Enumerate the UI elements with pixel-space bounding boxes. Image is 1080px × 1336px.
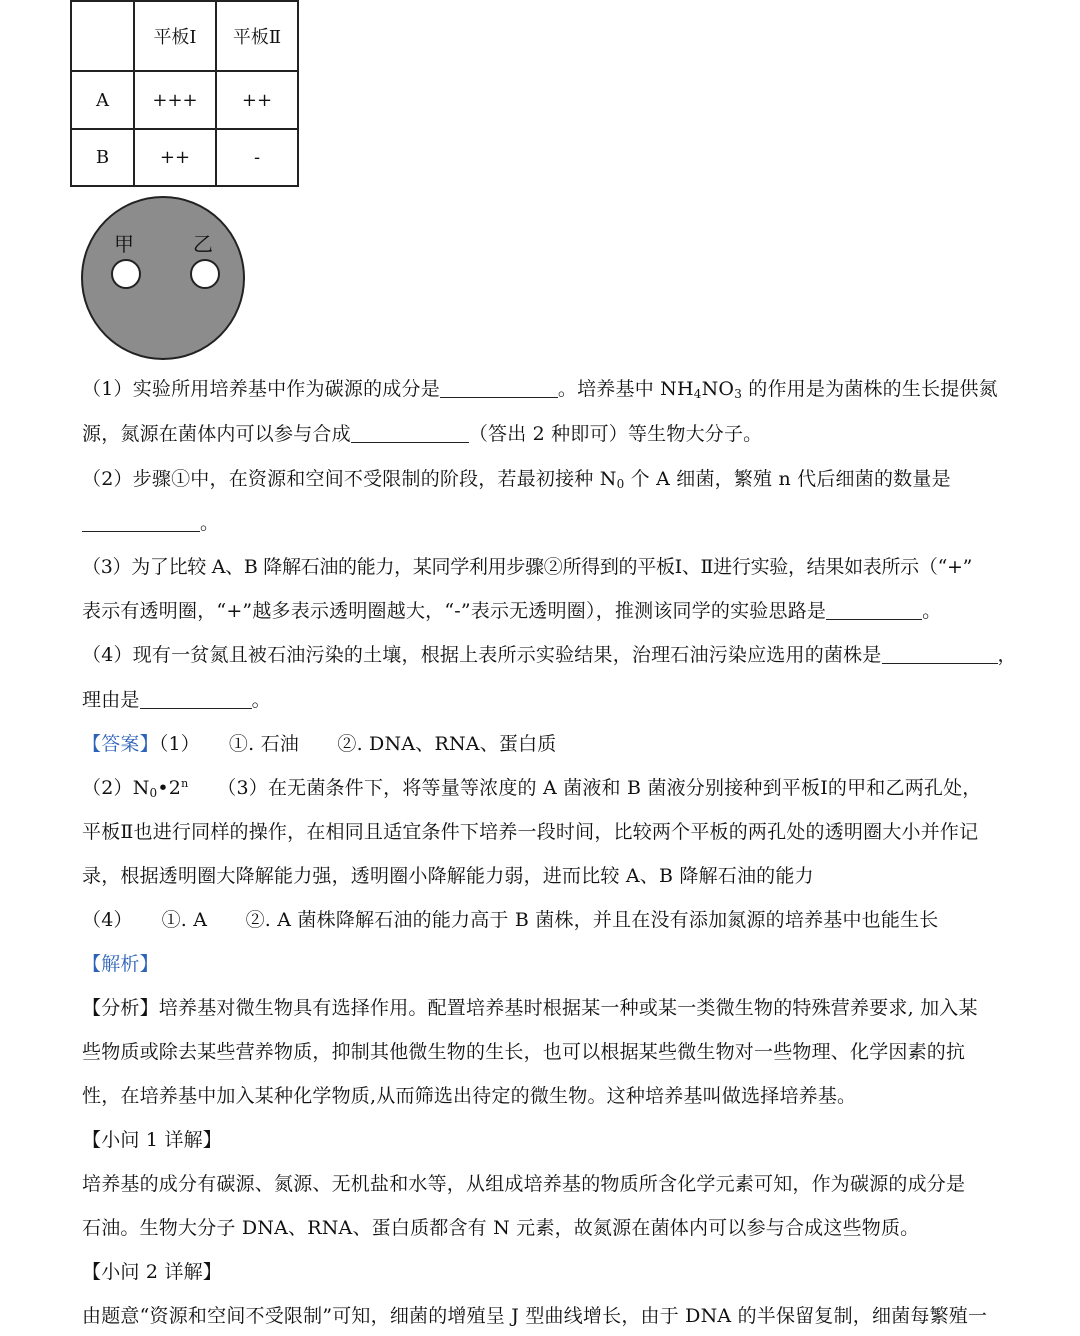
question-2-line-2: 。 bbox=[82, 508, 219, 535]
subquestion-2-line-1: 由题意“资源和空间不受限制”可知，细菌的增殖呈 J 型曲线增长，由于 DNA 的半保留复制，细菌每繁殖一 bbox=[82, 1305, 988, 1327]
answer-line-3: 平板Ⅱ也进行同样的操作，在相同且适宜条件下培养一段时间，比较两个平板的两孔处的透明圈大小并作记 bbox=[82, 821, 979, 843]
question-2-line-1: （2）步骤①中，在资源和空间不受限制的阶段，若最初接种 $N_0$ 个 A 细菌，繁殖 n 代后细菌的数量是 bbox=[82, 468, 951, 491]
question-3-line-1: （3）为了比较 A、B 降解石油的能力，某同学利用步骤②所得到的平板Ⅰ、Ⅱ进行实验，结果如表所示（“+” bbox=[82, 556, 973, 578]
answer-line-2: $(2)N_0•2^n$ （3）在无菌条件下，将等量等浓度的 A 菌液和 B 菌液分别接种到平板Ⅰ的甲和乙两孔处， bbox=[82, 777, 982, 800]
table-corner-cell bbox=[71, 1, 134, 71]
table-header-plate-2: 平板Ⅱ bbox=[216, 1, 298, 71]
subquestion-2-title: 【小问 2 详解】 bbox=[82, 1261, 222, 1283]
analysis-line-3: 性，在培养基中加入某种化学物质,从而筛选出待定的微生物。这种培养基叫做选择培养基。 bbox=[82, 1085, 857, 1107]
answer-line-5: （4） ①. A ②. A 菌株降解石油的能力高于 B 菌株，并且在没有添加氮源的培养基中也能生长 bbox=[82, 909, 939, 931]
answer-blank-2 bbox=[351, 423, 469, 443]
answer-line-1: 【答案】（1） ①. 石油 ②. DNA、RNA、蛋白质 bbox=[82, 733, 557, 755]
answer-tag: 【答案】 bbox=[82, 733, 159, 755]
table-header-plate-1: 平板Ⅰ bbox=[134, 1, 216, 71]
table-cell-a-plate-2: ++ bbox=[216, 71, 298, 129]
answer-blank-3 bbox=[82, 512, 200, 532]
answer-blank-4 bbox=[826, 600, 922, 620]
analysis-line-1: 【分析】培养基对微生物具有选择作用。配置培养基时根据某一种或某一类微生物的特殊营养要求, 加入某 bbox=[82, 997, 978, 1019]
table-cell-b-plate-1: ++ bbox=[134, 129, 216, 186]
well-yi bbox=[191, 260, 219, 288]
answer-blank-6 bbox=[140, 689, 252, 709]
question-3-line-2: 表示有透明圈，“+”越多表示透明圈越大，“-”表示无透明圈），推测该同学的实验思路是 。 bbox=[82, 600, 942, 622]
question-1-line-2: 源，氮源在菌体内可以参与合成 （答出 2 种即可）等生物大分子。 bbox=[82, 423, 763, 445]
culture-plate-diagram bbox=[80, 195, 246, 361]
well-label-jia: 甲 bbox=[114, 232, 134, 256]
plate-disc bbox=[82, 197, 244, 359]
results-table bbox=[70, 0, 299, 187]
subquestion-1-title: 【小问 1 详解】 bbox=[82, 1129, 222, 1151]
answer-line-4: 录，根据透明圈大降解能力强，透明圈小降解能力弱，进而比较 A、B 降解石油的能力 bbox=[82, 865, 814, 887]
table-row-label-a: A bbox=[71, 71, 134, 129]
subquestion-1-line-1: 培养基的成分有碳源、氮源、无机盐和水等，从组成培养基的物质所含化学元素可知，作为碳源的成分是 bbox=[82, 1173, 966, 1195]
answer-blank-1 bbox=[440, 378, 558, 398]
question-1-line-1: （1）实验所用培养基中作为碳源的成分是 。培养基中 $NH_4NO_3$ 的作用是为菌株的生长提供氮 bbox=[82, 378, 998, 401]
answer-blank-5 bbox=[882, 644, 998, 664]
table-cell-a-plate-1: +++ bbox=[134, 71, 216, 129]
table-row-label-b: B bbox=[71, 129, 134, 186]
analysis-line-2: 些物质或除去某些营养物质，抑制其他微生物的生长，也可以根据某些微生物对一些物理、化学因素的抗 bbox=[82, 1041, 966, 1063]
question-4-line-1: （4）现有一贫氮且被石油污染的土壤，根据上表所示实验结果，治理石油污染应选用的菌株是 ， bbox=[82, 644, 1017, 666]
subquestion-1-line-2: 石油。生物大分子 DNA、RNA、蛋白质都含有 N 元素，故氮源在菌体内可以参与合成这些物质。 bbox=[82, 1217, 920, 1239]
well-label-yi: 乙 bbox=[193, 232, 213, 256]
question-4-line-2: 理由是 。 bbox=[82, 689, 271, 711]
table-cell-b-plate-2: - bbox=[216, 129, 298, 186]
analysis-tag: 【解析】 bbox=[82, 953, 159, 975]
well-jia bbox=[112, 260, 140, 288]
